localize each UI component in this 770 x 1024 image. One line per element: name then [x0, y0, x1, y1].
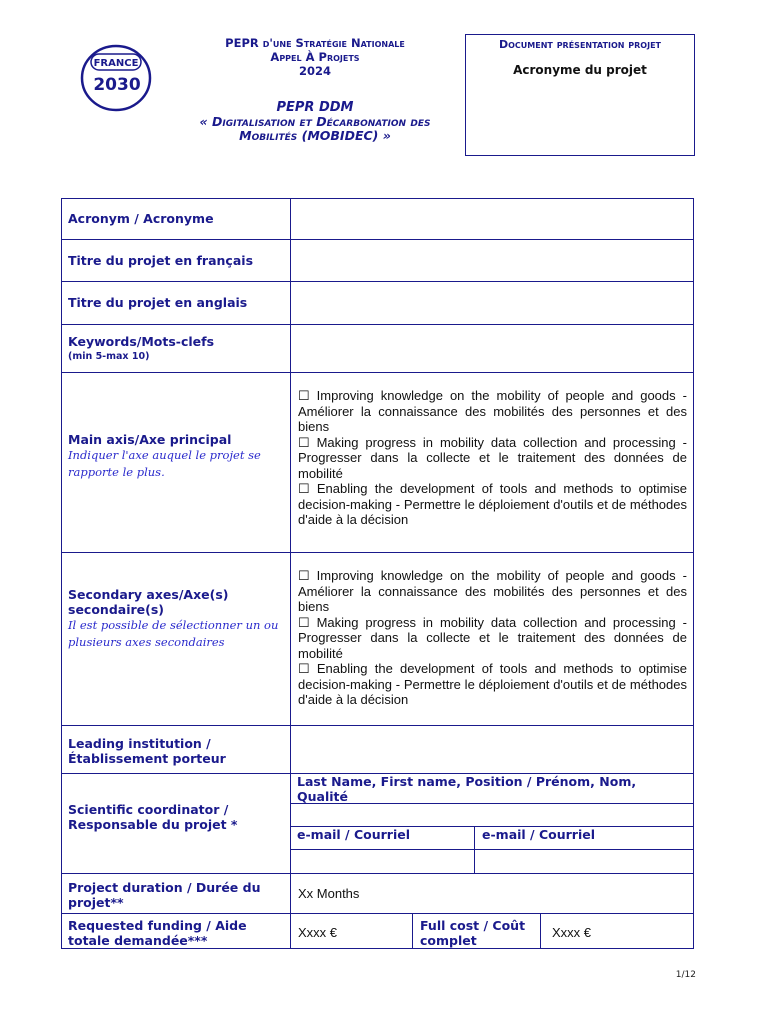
svg-text:2030: 2030: [93, 75, 141, 95]
page-number: 1/12: [675, 970, 696, 980]
label-keywords-text: Keywords/Mots-clefs: [68, 334, 215, 349]
funding-value[interactable]: Xxxx €: [298, 925, 338, 940]
email-header-1: e-mail / Courriel: [297, 827, 411, 842]
document-box-acronym: Acronyme du projet: [513, 63, 647, 77]
label-secondary-axes: [61, 587, 288, 651]
full-cost-value[interactable]: Xxxx €: [552, 925, 592, 940]
title-en-field[interactable]: [291, 282, 693, 324]
label-leading-institution: Leading institution /Établissement porteur: [68, 736, 226, 766]
email-field-1[interactable]: [291, 850, 474, 873]
coordinator-name-header: Last Name, First name, Position / Prénom, Nom, Qualité: [297, 774, 637, 804]
label-acronym: Acronym / Acronyme: [68, 211, 214, 226]
leading-institution-field[interactable]: [291, 726, 693, 773]
secondary-axis-option-1[interactable]: ☐ Improving knowledge on the mobility of people and goods - Améliorer la connaissance des mobilités des personnes et des biens: [298, 568, 687, 614]
label-keywords-sub: (min 5-max 10): [68, 351, 150, 362]
label-coordinator: Scientific coordinator / Responsable du projet *: [68, 802, 238, 832]
svg-text:FRANCE: FRANCE: [93, 58, 139, 69]
main-axis-option-3[interactable]: ☐ Enabling the development of tools and methods to optimise decision-making - Permettre le déploiement d'outils et de méthodes d'aide à la décision: [298, 481, 687, 527]
main-axis-options: [291, 388, 694, 528]
keywords-field[interactable]: [291, 325, 693, 372]
duration-value[interactable]: Xx Months: [298, 886, 360, 901]
label-main-axis-help: Indiquer l'axe auquel le projet se rapporte le plus.: [68, 448, 261, 479]
label-full-cost: Full cost / Coût complet: [420, 918, 526, 948]
secondary-axis-option-3[interactable]: ☐ Enabling the development of tools and methods to optimise decision-making - Permettre le déploiement d'outils et de méthodes d'aide à la décision: [298, 661, 687, 707]
header-line3: 2024: [298, 64, 331, 78]
label-main-axis-text: Main axis/Axe principal: [68, 432, 232, 447]
header-line1: PEPR d'une Stratégie Nationale: [225, 36, 405, 50]
header-title: [170, 36, 460, 143]
main-axis-option-1[interactable]: ☐ Improving knowledge on the mobility of people and goods - Améliorer la connaissance des mobilités des personnes et des biens: [298, 388, 687, 434]
program-name: PEPR DDM: [276, 100, 354, 115]
label-funding: Requested funding / Aide totale demandée***: [68, 918, 247, 948]
program-title-1: « Digitalisation et Décarbonation des: [199, 114, 431, 129]
program-title-2: Mobilités (MOBIDEC) »: [239, 128, 391, 143]
coordinator-name-field[interactable]: [291, 804, 693, 826]
email-header-2: e-mail / Courriel: [482, 827, 596, 842]
header-line2: Appel À Projets: [270, 50, 360, 64]
email-field-2[interactable]: [475, 850, 693, 873]
label-title-fr: Titre du projet en français: [68, 253, 254, 268]
title-fr-field[interactable]: [291, 240, 693, 281]
main-axis-option-2[interactable]: ☐ Making progress in mobility data collection and processing - Progresser dans la collecte et le traitement des données de mobilité: [298, 434, 687, 481]
secondary-axis-options: [291, 568, 694, 708]
label-secondary-help: Il est possible de sélectionner un ou plusieurs axes secondaires: [68, 618, 279, 649]
label-duration: Project duration / Durée du projet**: [68, 880, 261, 910]
label-secondary-text: Secondary axes/Axe(s) secondaire(s): [68, 587, 229, 617]
document-box: [465, 34, 695, 156]
label-title-en: Titre du projet en anglais: [68, 295, 248, 310]
document-box-title: Document présentation projet: [498, 38, 661, 51]
acronym-field[interactable]: [291, 199, 693, 239]
label-keywords: [61, 334, 293, 364]
label-main-axis: [61, 432, 283, 481]
france-2030-logo: [78, 40, 158, 112]
secondary-axis-option-2[interactable]: ☐ Making progress in mobility data collection and processing - Progresser dans la collecte et le traitement des données de mobilité: [298, 614, 687, 661]
